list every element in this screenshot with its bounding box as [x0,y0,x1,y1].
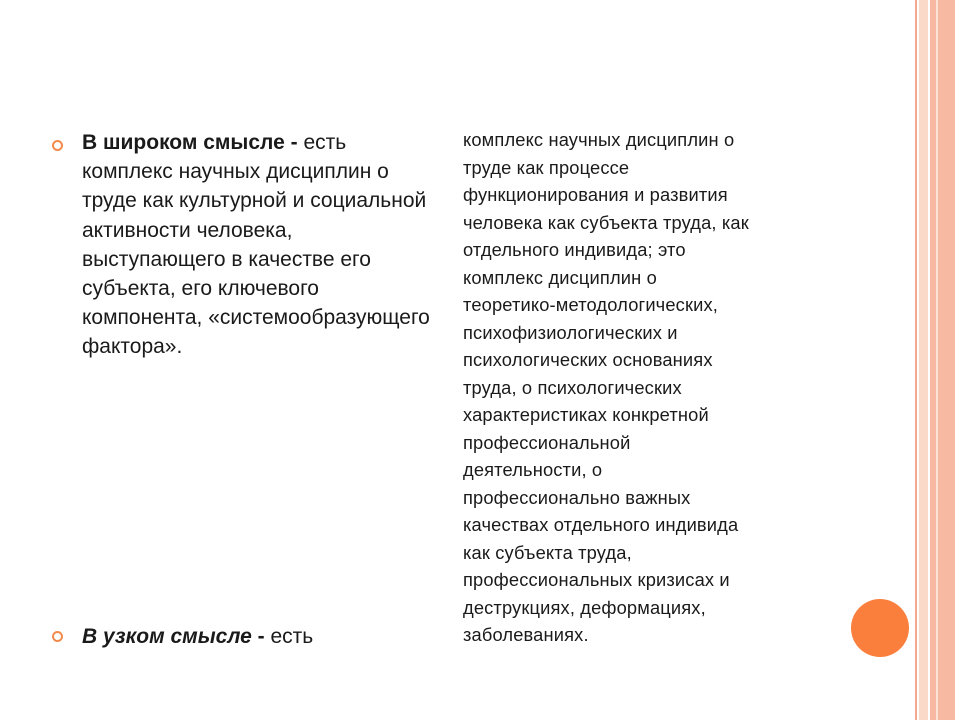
broad-term: В широком смысле - [82,131,304,154]
text-line: как субъекта труда, [463,541,632,563]
decorative-stripe [919,0,928,720]
text-line: психофизиологических и [463,321,678,343]
text-line: комплекс научных дисциплин о [463,129,735,150]
text-line: качествах отдельного индивида [463,514,739,535]
bullet-icon [52,631,63,642]
text-line: заболеваниях. [463,624,589,645]
text-line: деятельности, о [463,459,603,480]
narrow-definition-text: есть [270,625,314,648]
text-line: теоретико-методологических, [463,294,718,315]
text-line: труде как процессе [463,156,630,178]
text-line: профессиональной [463,431,631,453]
narrow-connector: - [251,625,271,648]
text-line: функционирования и развития [463,184,728,205]
decorative-stripe [915,0,917,720]
text-line: труда, о психологических [463,376,682,398]
decorative-stripe [930,0,955,720]
text-line: психологических основаниях [463,349,713,370]
narrow-definition [82,622,437,651]
narrow-term: В узком смысле [82,625,252,648]
text-line: человека как субъекта труда, как [463,211,749,233]
decorative-circle [851,599,909,657]
continuation-text [463,126,838,649]
broad-definition [82,128,437,362]
text-line: комплекс дисциплин о [463,266,657,288]
text-line: характеристиках конкретной [463,404,709,425]
text-line: деструкциях, деформациях, [463,596,706,618]
text-line: профессионально важных [463,486,691,508]
broad-definition-text: есть комплекс научных дисциплин о труде как культурной и социальной активности человека, выступающего в качестве его субъекта, его ключевого компонента, «системообразующего фактора». [82,131,430,359]
decorative-stripe [936,0,938,720]
bullet-icon [52,140,63,151]
text-line: профессиональных кризисах и [463,569,730,590]
text-line: отдельного индивида; это [463,239,686,260]
